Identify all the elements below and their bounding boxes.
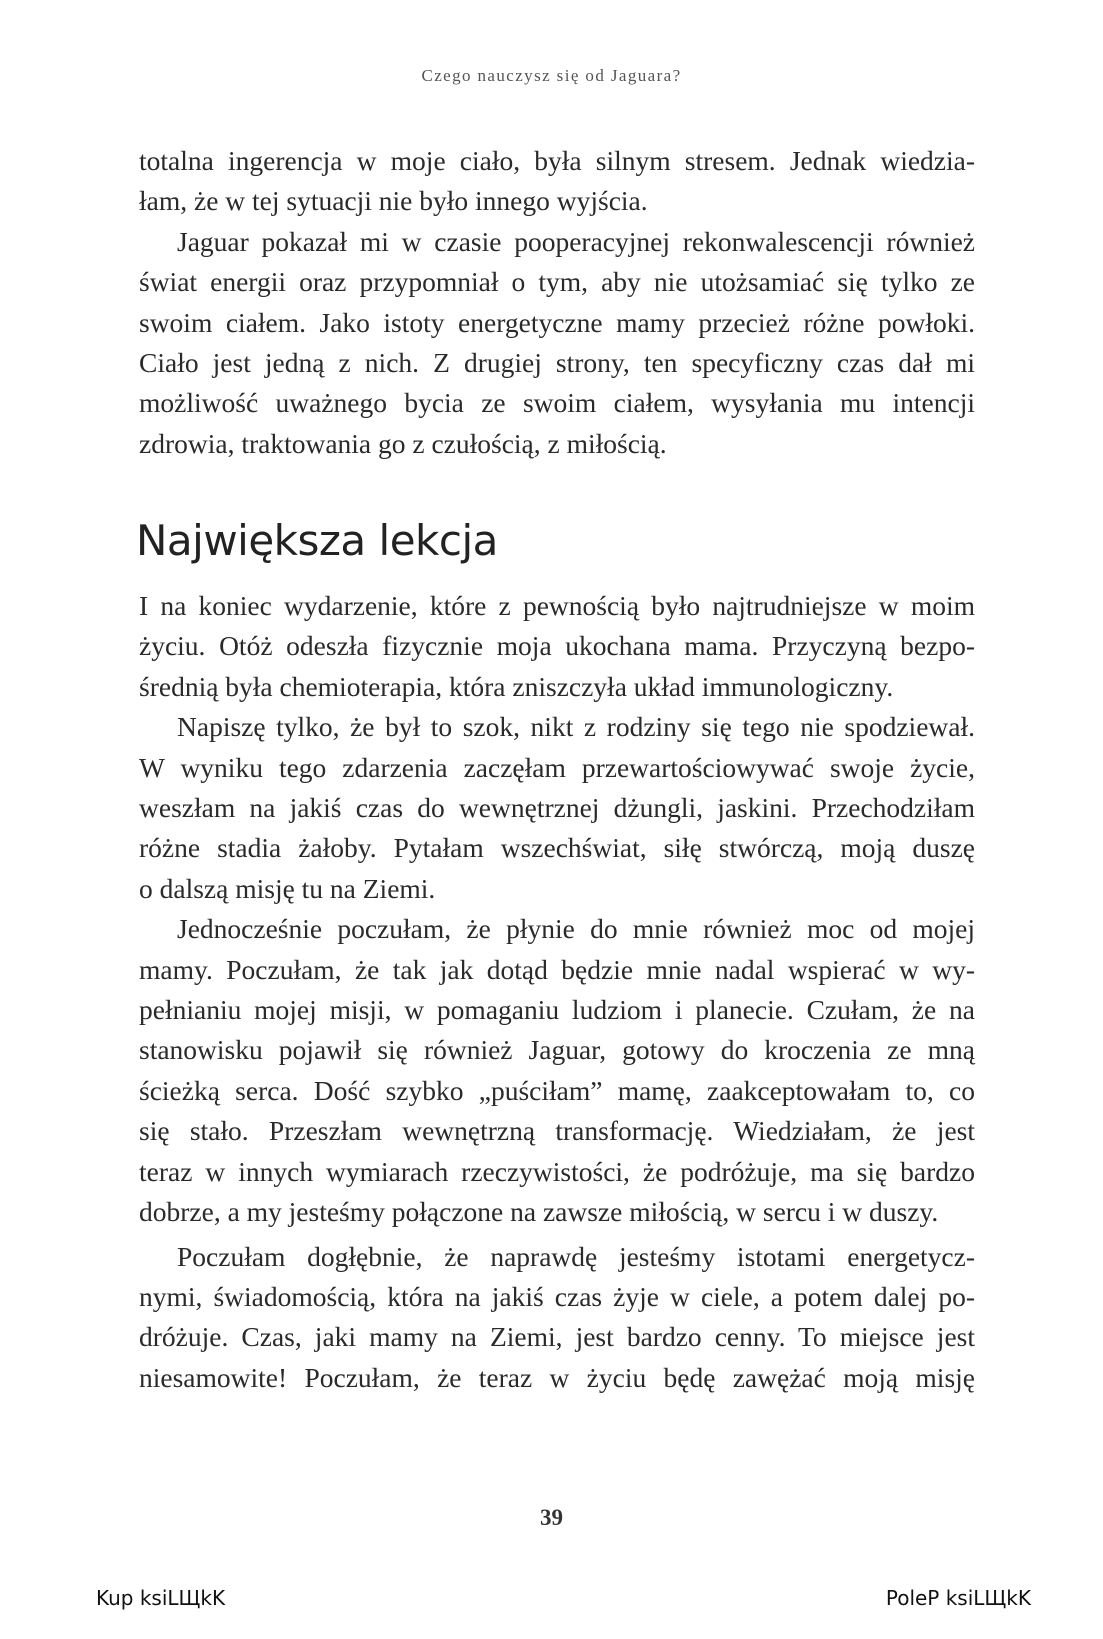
- text-line: zdrowia, traktowania go z czułością, z miłością.: [139, 427, 667, 459]
- text-line: dróżuje. Czas, jaki mamy na Ziemi, jest bardzo cenny. To miejsce jest: [139, 1321, 975, 1353]
- text-line: pełnianiu mojej misji, w pomaganiu ludziom i planecie. Czułam, że na: [139, 994, 975, 1026]
- text-line: nymi, świadomością, która na jakiś czas żyje w ciele, a potem dalej po-: [139, 1280, 975, 1312]
- text-line: I na koniec wydarzenie, które z pewnością było najtrudniejsze w moim: [139, 590, 975, 621]
- text-line: Ciało jest jedną z nich. Z drugiej strony, ten specyficzny czas dał mi: [139, 347, 975, 379]
- text-line: Poczułam dogłębnie, że naprawdę jesteśmy istotami energetycz-: [177, 1240, 975, 1272]
- text-line: W wyniku tego zdarzenia zaczęłam przewartościowywać swoje życie,: [139, 751, 975, 783]
- page-number: 39: [540, 1505, 563, 1530]
- text-line: Napiszę tylko, że był to szok, nikt z rodziny się tego nie spodziewał.: [177, 711, 975, 743]
- body-text-top: [139, 141, 975, 464]
- text-line: świat energii oraz przypomniał o tym, aby nie utożsamiać się tylko ze: [139, 266, 975, 298]
- text-line: różne stadia żałoby. Pytałam wszechświat, siłę stwórczą, moją duszę: [139, 832, 975, 864]
- text-line: niesamowite! Poczułam, że teraz w życiu będę zawężać moją misję: [139, 1361, 975, 1393]
- section-heading: Największa lekcja: [136, 516, 498, 565]
- running-header: Czego nauczysz się od Jaguara?: [421, 66, 682, 85]
- text-line: Jaguar pokazał mi w czasie pooperacyjnej rekonwalescencji również: [177, 225, 975, 257]
- text-line: Jednocześnie poczułam, że płynie do mnie również moc od mojej: [177, 913, 975, 945]
- text-line: swoim ciałem. Jako istoty energetyczne mamy przecież różne powłoki.: [139, 306, 975, 338]
- text-line: łam, że w tej sytuacji nie było innego wyjścia.: [139, 185, 648, 217]
- text-line: weszłam na jakiś czas do wewnętrznej dżungli, jaskini. Przechodziłam: [139, 792, 975, 824]
- text-line: o dalszą misję tu na Ziemi.: [139, 872, 436, 904]
- text-line: średnią była chemioterapia, która zniszczyła układ immunologiczny.: [139, 670, 894, 702]
- text-line: się stało. Przeszłam wewnętrzną transformację. Wiedziałam, że jest: [139, 1115, 975, 1147]
- text-line: stanowisku pojawił się również Jaguar, gotowy do kroczenia ze mną: [139, 1034, 975, 1066]
- text-line: ścieżką serca. Dość szybko „puściłam” mamę, zaakceptowałam to, co: [139, 1074, 975, 1106]
- recommend-book-link[interactable]: PoleP ksiLЩkK: [885, 1586, 1031, 1610]
- text-line: totalna ingerencja w moje ciało, była silnym stresem. Jednak wiedzia-: [139, 145, 975, 176]
- buy-book-link[interactable]: Kup ksiLЩkK: [96, 1586, 226, 1610]
- text-line: życiu. Otóż odeszła fizycznie moja ukochana mama. Przyczyną bezpo-: [139, 630, 975, 662]
- text-line: teraz w innych wymiarach rzeczywistości, że podróżuje, ma się bardzo: [139, 1155, 975, 1187]
- text-line: możliwość uważnego bycia ze swoim ciałem, wysyłania mu intencji: [139, 387, 975, 419]
- text-line: mamy. Poczułam, że tak jak dotąd będzie mnie nadal wspierać w wy-: [139, 953, 975, 985]
- body-text-bottom: [139, 586, 975, 1398]
- text-line: dobrze, a my jesteśmy połączone na zawsze miłością, w sercu i w duszy.: [139, 1196, 939, 1228]
